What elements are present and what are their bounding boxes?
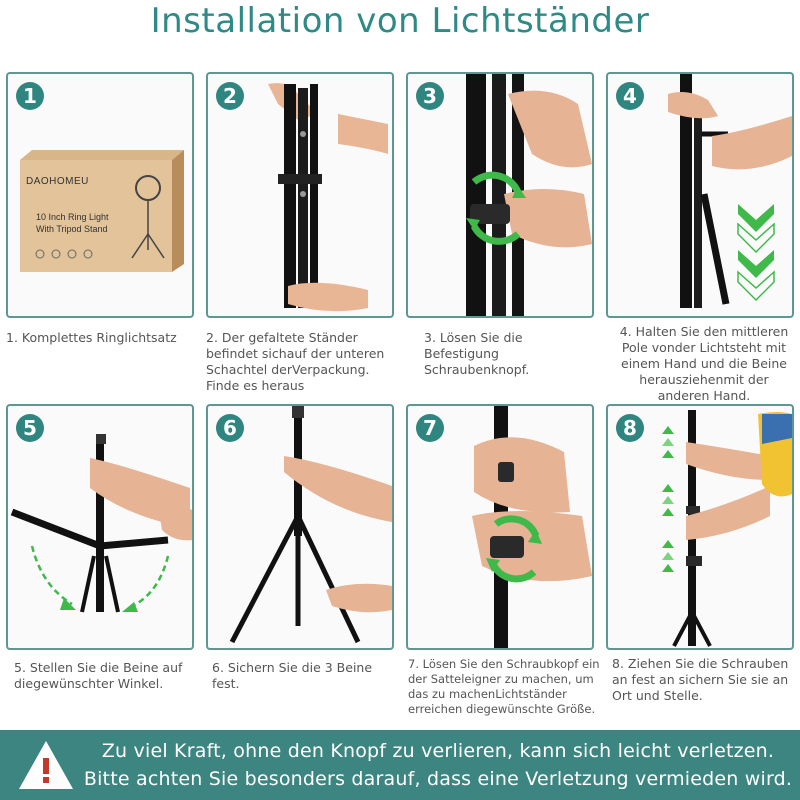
step-caption-1: 1. Komplettes Ringlichtsatz (6, 330, 177, 345)
step-caption-8: 8. Ziehen Sie die Schrauben an fest an sichern Sie sie an Ort und Stelle. (612, 656, 789, 703)
step-number-badge: 6 (216, 414, 244, 442)
ring-light-box-illustration (8, 74, 192, 316)
step-caption-4: 4. Halten Sie den mittleren Pole vonder Lichtsteht mit einem Hand und die Beine herausziehenmit der anderen Hand. (619, 324, 789, 403)
warning-line-1: Zu viel Kraft, ohne den Knopf zu verlieren, kann sich leicht verletzen. (101, 740, 775, 762)
tighten-screws-illustration (608, 406, 792, 648)
step-caption-2: 2. Der gefaltete Ständer befindet sichauf der unteren Schachtel derVerpackung. Finde es heraus (206, 330, 385, 393)
warning-line-2: Bitte achten Sie besonders darauf, dass eine Verletzung vermieden wird. (83, 768, 793, 790)
step-panel-8 (606, 404, 794, 650)
step-caption-5: 5. Stellen Sie die Beine auf diegewünschter Winkel. (14, 660, 183, 691)
box-line-1: 10 Inch Ring Light (36, 212, 109, 222)
adjust-height-illustration (408, 406, 592, 648)
step-panel-6 (206, 404, 394, 650)
step-panel-1 (6, 72, 194, 318)
spread-legs-illustration (8, 406, 192, 648)
step-number-badge: 8 (616, 414, 644, 442)
loosen-knob-illustration (408, 74, 592, 316)
step-caption-6: 6. Sichern Sie die 3 Beine fest. (212, 660, 373, 691)
step-number-badge: 2 (216, 82, 244, 110)
step-panel-2 (206, 72, 394, 318)
step-caption-7: 7. Lösen Sie den Schraubkopf ein der Satteleigner zu machen, um das zu machenLichtständer erreichen diegewünschte Größe. (408, 657, 600, 716)
page-title: Installation von Lichtständer (150, 1, 650, 41)
step-number-badge: 3 (416, 82, 444, 110)
step-panel-3 (406, 72, 594, 318)
step-number-badge: 5 (16, 414, 44, 442)
box-line-2: With Tripod Stand (36, 224, 108, 234)
step-number-badge: 7 (416, 414, 444, 442)
tripod-secured-illustration (208, 406, 392, 648)
extend-legs-illustration (608, 74, 792, 316)
box-brand-text: DAOHOMEU (26, 176, 89, 187)
step-number-badge: 1 (16, 82, 44, 110)
step-panel-4 (606, 72, 794, 318)
step-panel-7 (406, 404, 594, 650)
warning-banner (0, 730, 800, 800)
folded-stand-illustration (208, 74, 392, 316)
step-panel-5 (6, 404, 194, 650)
step-number-badge: 4 (616, 82, 644, 110)
step-caption-3: 3. Lösen Sie die Befestigung Schraubenknopf. (424, 330, 530, 377)
warning-triangle-icon (16, 738, 76, 792)
